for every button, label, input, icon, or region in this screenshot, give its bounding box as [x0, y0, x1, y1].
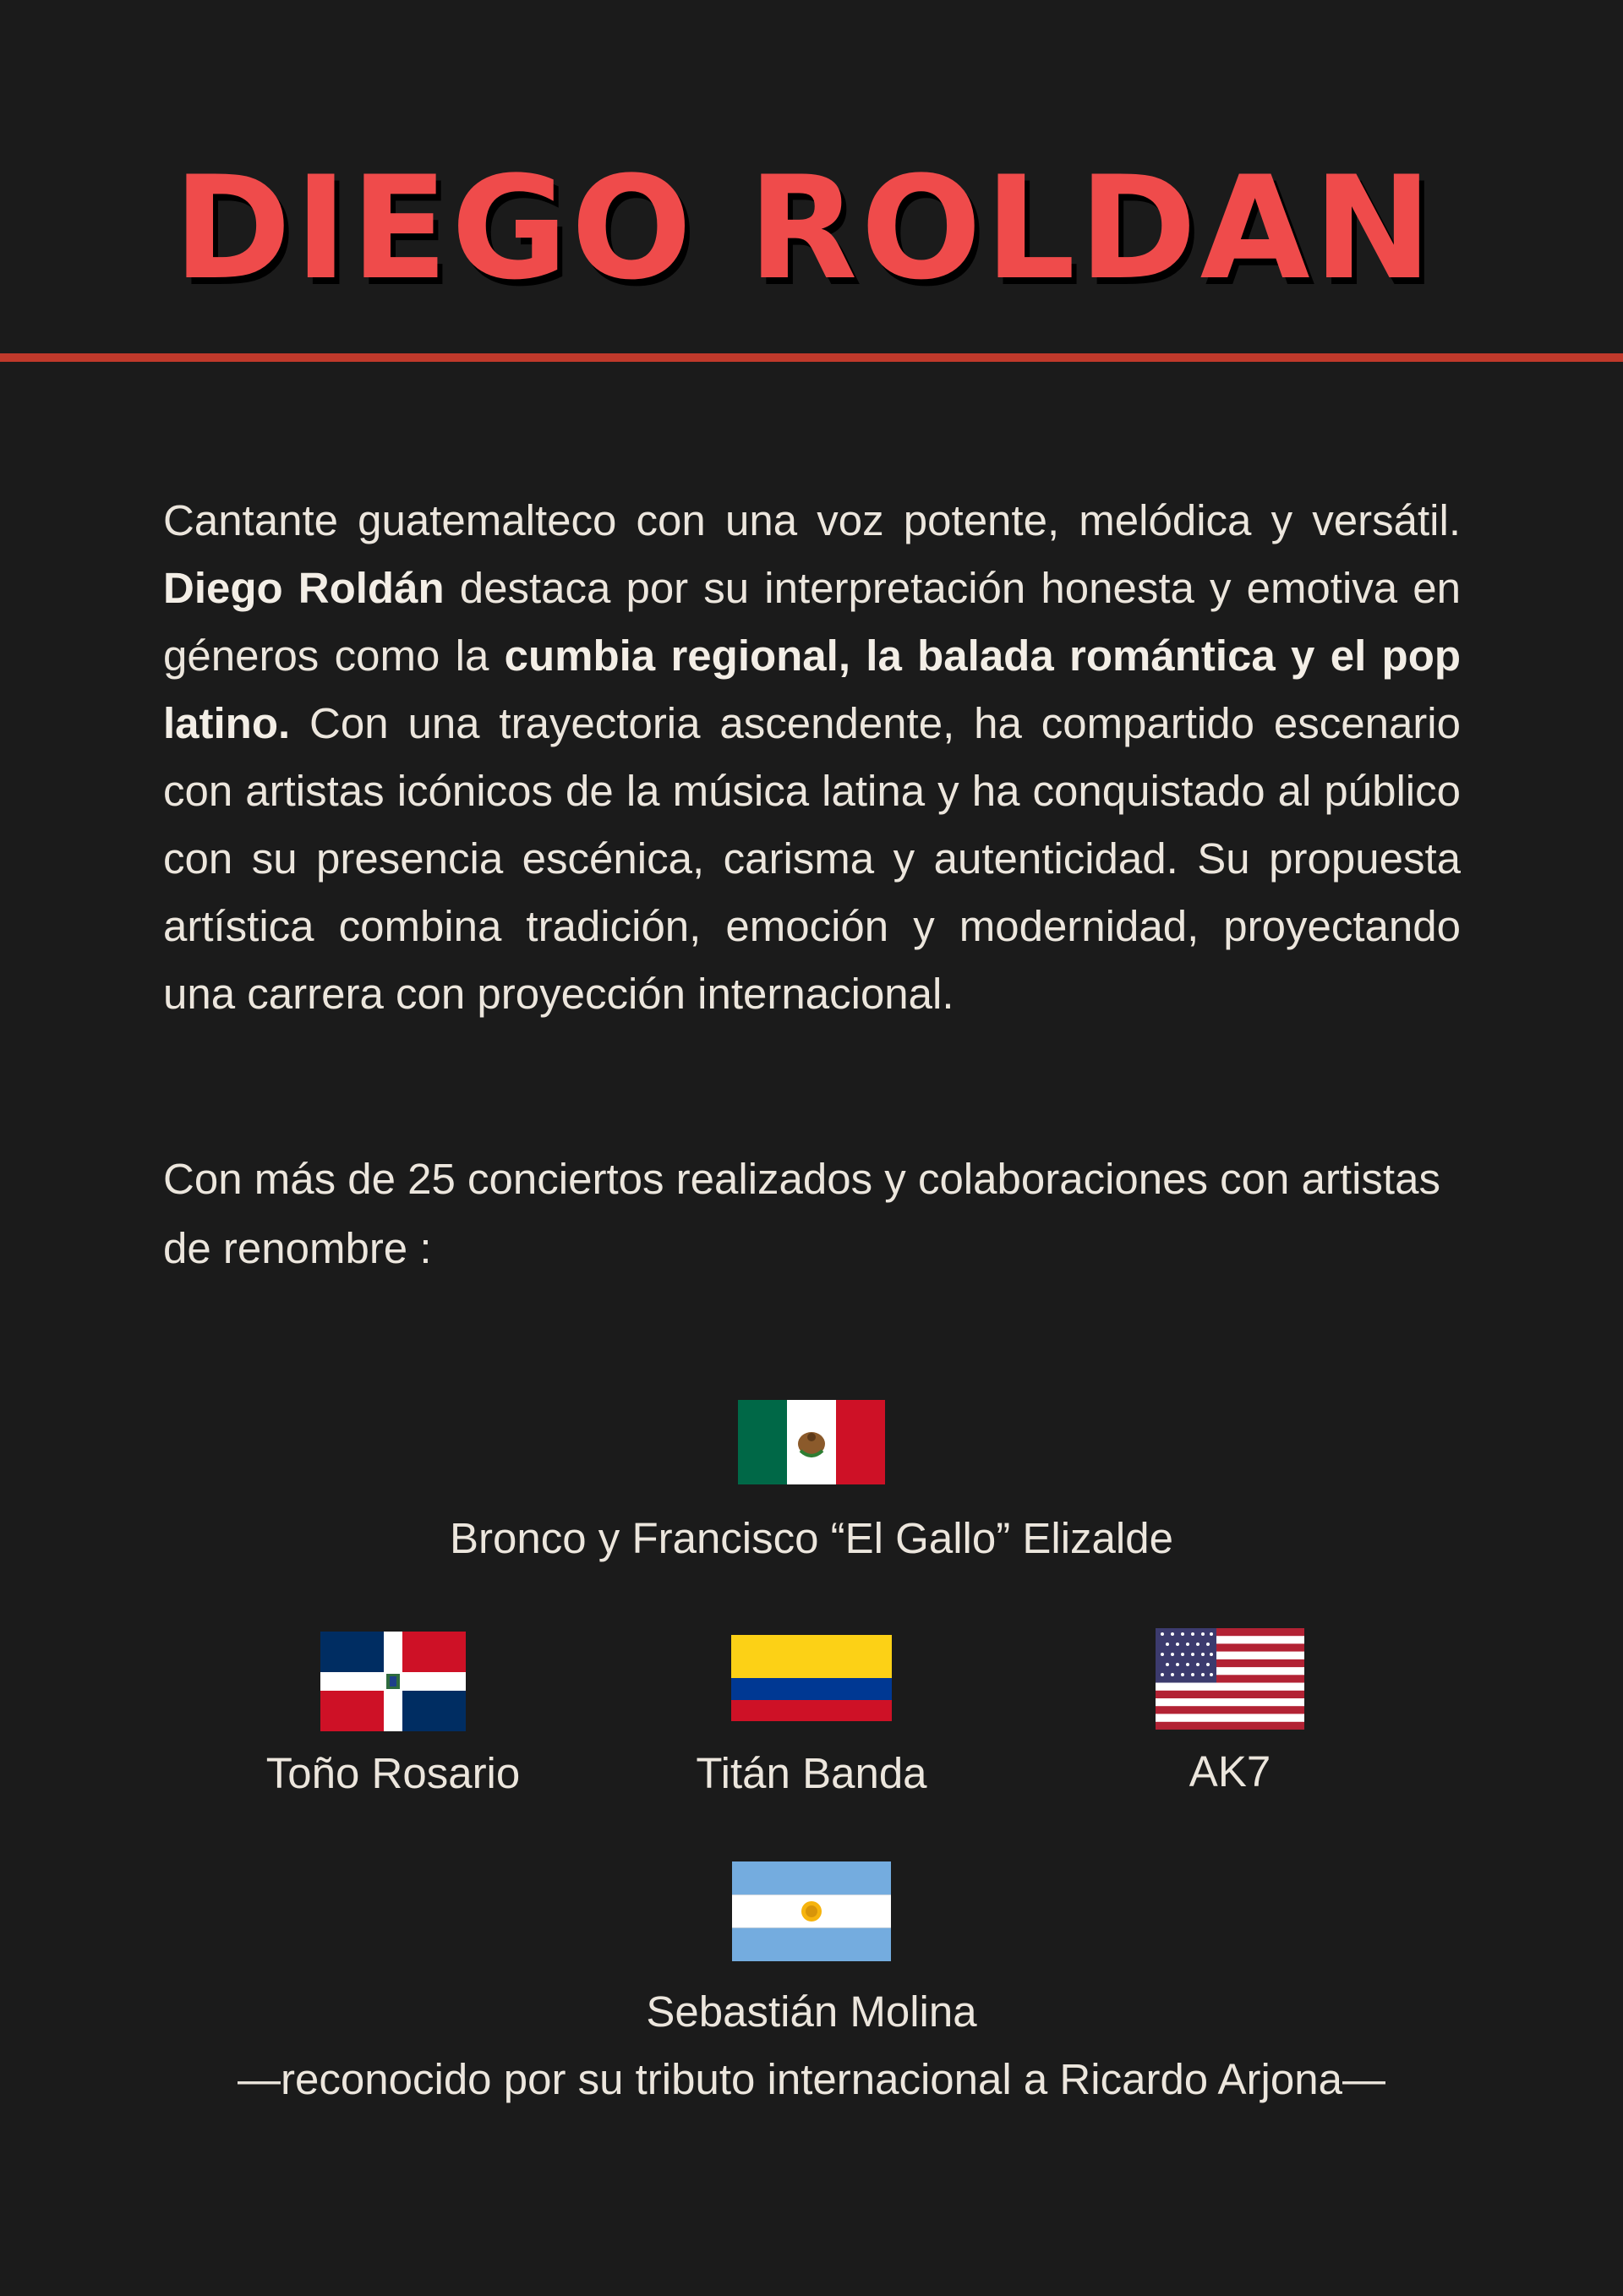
- argentina-flag-icon: [732, 1861, 891, 1961]
- collab-item-colombia: [642, 1635, 981, 1799]
- dominican-republic-flag-icon: [320, 1632, 466, 1731]
- collab-name: Sebastián Molina: [646, 1987, 977, 2036]
- bio-artist-name: Diego Roldán: [163, 564, 445, 612]
- bio-intro: Cantante guatemalteco con una voz potente, melódica y versátil.: [163, 496, 1461, 544]
- collab-name: Titán Banda: [696, 1749, 927, 1797]
- page-title: DIEGO ROLDAN: [173, 145, 1436, 311]
- collab-name: Bronco y Francisco “El Gallo” Elizalde: [450, 1514, 1173, 1562]
- header-divider: [0, 353, 1623, 362]
- collab-item-dominican-republic: [224, 1632, 562, 1799]
- bio-text: destaca por su interpretación honesta y emotiva en géneros como la: [163, 564, 1461, 680]
- collaborations-intro: Con más de 25 conciertos realizados y colaboraciones con artistas de renombre :: [163, 1155, 1440, 1272]
- collab-item-usa: [1061, 1628, 1399, 1797]
- usa-flag-icon: [1156, 1628, 1304, 1730]
- colombia-flag-icon: [731, 1635, 892, 1721]
- bio-genres: cumbia regional, la balada romántica y el pop latino.: [163, 631, 1461, 747]
- collab-item-mexico: [389, 1400, 1234, 1564]
- collab-item-argentina: [135, 1861, 1488, 2105]
- collab-name: Toño Rosario: [265, 1749, 521, 1797]
- collab-name: AK7: [1189, 1747, 1271, 1796]
- mexico-flag-icon: [738, 1400, 885, 1484]
- bio-paragraph: [163, 487, 1461, 1028]
- bio-text-continued: Con una trayectoria ascendente, ha compartido escenario con artistas icónicos de la música latina y ha conquistado al público con su presencia escénica, carisma y autenticidad. Su propuesta artística combina tradición, emoción y modernidad, proyectando una carrera con proyección internacional.: [163, 699, 1461, 1018]
- collab-note: —reconocido por su tributo internacional a Ricardo Arjona—: [238, 2055, 1385, 2103]
